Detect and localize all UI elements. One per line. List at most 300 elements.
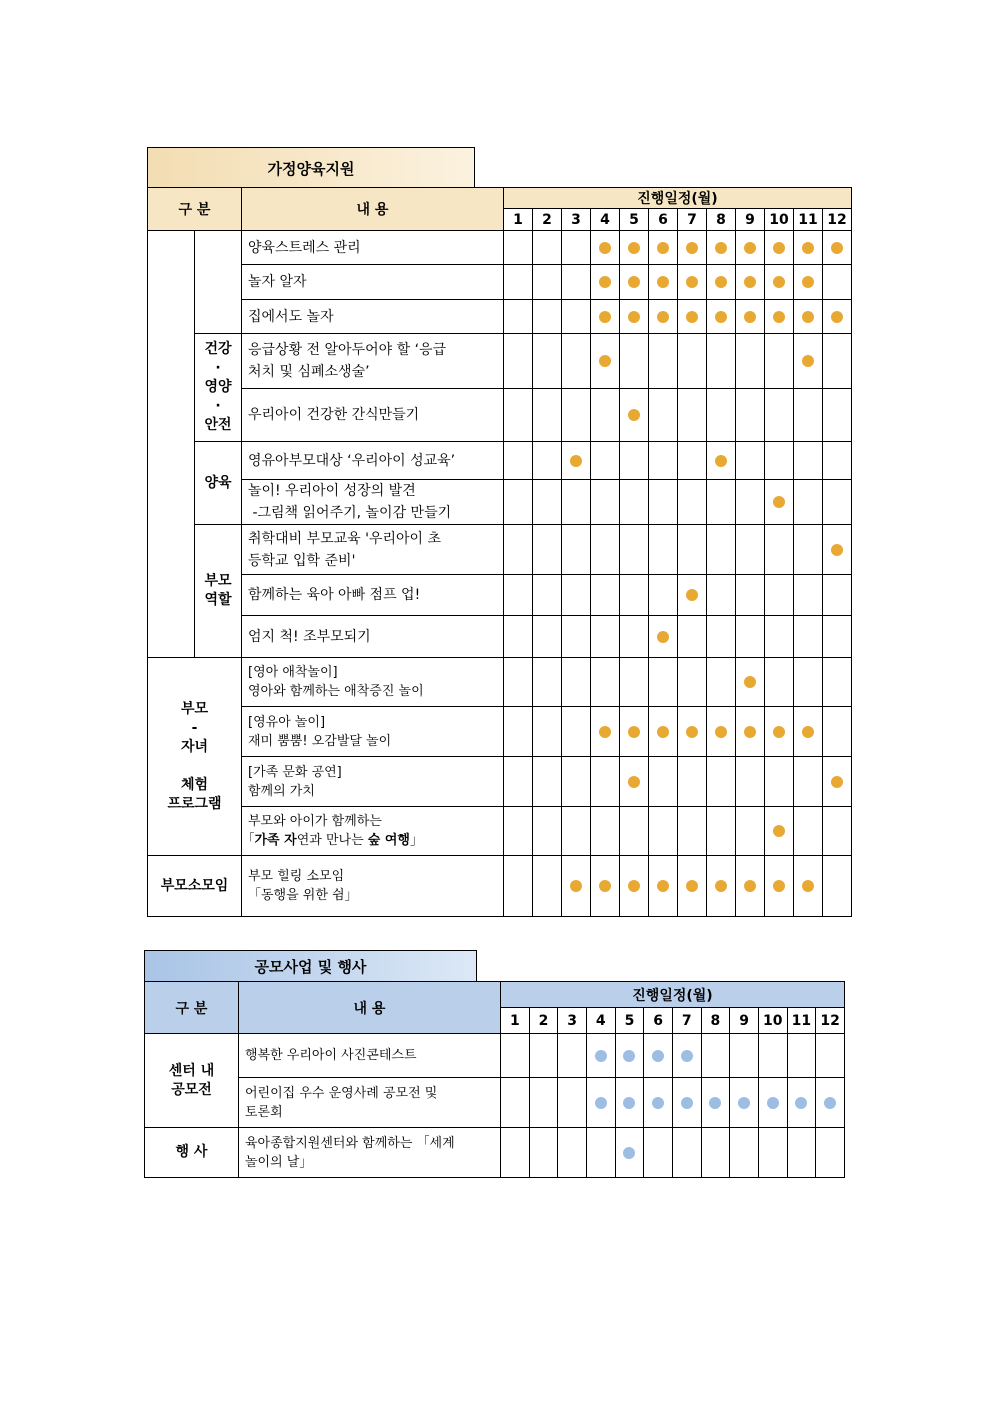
- content-line: 부모 힐링 소모임: [248, 869, 345, 884]
- month-cell: [678, 575, 707, 616]
- month-cell: [794, 616, 823, 658]
- scheduled-dot-icon: [623, 1147, 635, 1159]
- scheduled-dot-icon: [657, 880, 669, 892]
- month-cell: [736, 856, 765, 917]
- month-cell: [701, 1034, 730, 1078]
- content-cell: [242, 525, 504, 575]
- month-cell: [562, 757, 591, 807]
- month-cell: [504, 616, 533, 658]
- month-cell: [504, 757, 533, 807]
- month-cell: [529, 1078, 558, 1128]
- month-cell: [649, 480, 678, 525]
- header-schedule: 진행일정(월): [501, 982, 845, 1008]
- month-cell: [736, 334, 765, 389]
- bold-text: 숲 여행: [367, 833, 410, 848]
- content-line: 놀이의 날」: [245, 1154, 313, 1170]
- month-cell: [678, 480, 707, 525]
- bracket: ｣: [409, 833, 417, 848]
- scheduled-dot-icon: [831, 242, 843, 254]
- scheduled-dot-icon: [599, 726, 611, 738]
- month-cell: [615, 1128, 644, 1178]
- content-cell: [242, 334, 504, 389]
- month-header: 4: [586, 1008, 615, 1034]
- scheduled-dot-icon: [802, 311, 814, 323]
- month-cell: [591, 265, 620, 300]
- month-cell: [649, 707, 678, 757]
- category-health: 건강 · 영양 · 안전: [195, 334, 242, 442]
- content-cell: [242, 807, 504, 856]
- scheduled-dot-icon: [831, 544, 843, 556]
- month-cell: [533, 616, 562, 658]
- month-cell: [730, 1034, 759, 1078]
- month-cell: [794, 658, 823, 707]
- month-cell: [823, 807, 852, 856]
- month-cell: [620, 856, 649, 917]
- table-row: [148, 231, 852, 265]
- scheduled-dot-icon: [773, 242, 785, 254]
- month-cell: [591, 707, 620, 757]
- month-cell: [586, 1078, 615, 1128]
- table-row: [148, 707, 852, 757]
- scheduled-dot-icon: [802, 880, 814, 892]
- month-cell: [644, 1078, 673, 1128]
- content-cell: 영유아부모대상 ‘우리아이 성교육’: [242, 442, 504, 480]
- month-cell: [620, 658, 649, 707]
- month-cell: [620, 707, 649, 757]
- month-cell: [707, 334, 736, 389]
- month-cell: [620, 334, 649, 389]
- month-header: 8: [701, 1008, 730, 1034]
- table-row: [148, 807, 852, 856]
- table-row: [148, 856, 852, 917]
- table-row: [148, 616, 852, 658]
- month-cell: [649, 231, 678, 265]
- month-cell: [823, 658, 852, 707]
- month-cell: [678, 389, 707, 442]
- month-cell: [765, 856, 794, 917]
- content-cell: [239, 1128, 501, 1178]
- month-header: 12: [816, 1008, 845, 1034]
- month-header: 5: [620, 209, 649, 231]
- month-cell: [701, 1128, 730, 1178]
- scheduled-dot-icon: [744, 676, 756, 688]
- scheduled-dot-icon: [744, 276, 756, 288]
- content-line: 처치 및 심폐소생술’: [248, 364, 370, 380]
- month-cell: [529, 1128, 558, 1178]
- month-cell: [823, 856, 852, 917]
- scheduled-dot-icon: [628, 776, 640, 788]
- content-line: [영아 애착놀이]: [248, 665, 338, 680]
- scheduled-dot-icon: [744, 726, 756, 738]
- month-cell: [794, 480, 823, 525]
- content-cell: [242, 856, 504, 917]
- month-cell: [591, 856, 620, 917]
- month-header: 2: [529, 1008, 558, 1034]
- scheduled-dot-icon: [773, 726, 785, 738]
- month-cell: [649, 658, 678, 707]
- month-cell: [678, 616, 707, 658]
- content-line: 영아와 함께하는 애착증진 놀이: [248, 684, 424, 699]
- scheduled-dot-icon: [831, 776, 843, 788]
- scheduled-dot-icon: [715, 455, 727, 467]
- month-cell: [678, 442, 707, 480]
- scheduled-dot-icon: [802, 355, 814, 367]
- content-cell: [239, 1078, 501, 1128]
- month-cell: [591, 616, 620, 658]
- content-line: [가족 문화 공연]: [248, 764, 342, 780]
- month-cell: [823, 265, 852, 300]
- month-cell: [533, 575, 562, 616]
- scheduled-dot-icon: [599, 242, 611, 254]
- content-cell: [242, 480, 504, 525]
- month-cell: [649, 300, 678, 334]
- scheduled-dot-icon: [715, 276, 727, 288]
- month-header: 6: [649, 209, 678, 231]
- month-cell: [765, 334, 794, 389]
- month-cell: [591, 480, 620, 525]
- table-row: [148, 575, 852, 616]
- content-cell: [242, 757, 504, 807]
- month-cell: [707, 300, 736, 334]
- table-row: [145, 1034, 845, 1078]
- month-cell: [649, 807, 678, 856]
- month-cell: [794, 231, 823, 265]
- scheduled-dot-icon: [686, 589, 698, 601]
- month-cell: [533, 658, 562, 707]
- month-cell: [562, 265, 591, 300]
- month-cell: [765, 616, 794, 658]
- category-role: 부모 역할: [195, 525, 242, 658]
- header-content: 내 용: [239, 982, 501, 1034]
- month-cell: [736, 807, 765, 856]
- month-cell: [765, 231, 794, 265]
- month-cell: [736, 658, 765, 707]
- month-cell: [591, 442, 620, 480]
- month-header: 2: [533, 209, 562, 231]
- month-cell: [794, 575, 823, 616]
- content-line: 응급상황 전 알아두어야 할 ‘응급: [248, 342, 447, 358]
- scheduled-dot-icon: [657, 311, 669, 323]
- month-cell: [823, 442, 852, 480]
- month-cell: [765, 442, 794, 480]
- scheduled-dot-icon: [802, 276, 814, 288]
- month-cell: [649, 334, 678, 389]
- month-cell: [649, 856, 678, 917]
- scheduled-dot-icon: [802, 242, 814, 254]
- content-line: 취학대비 부모교육 '우리아이 초: [248, 530, 442, 547]
- scheduled-dot-icon: [595, 1097, 607, 1109]
- content-cell: [242, 707, 504, 757]
- scheduled-dot-icon: [773, 496, 785, 508]
- month-cell: [823, 757, 852, 807]
- month-cell: [678, 757, 707, 807]
- inner-category-blank: [195, 231, 242, 334]
- scheduled-dot-icon: [738, 1097, 750, 1109]
- month-cell: [562, 856, 591, 917]
- month-cell: [533, 389, 562, 442]
- month-cell: [649, 757, 678, 807]
- scheduled-dot-icon: [595, 1050, 607, 1062]
- month-cell: [794, 525, 823, 575]
- month-cell: [765, 300, 794, 334]
- month-cell: [672, 1078, 701, 1128]
- month-cell: [678, 334, 707, 389]
- month-cell: [765, 265, 794, 300]
- content-cell: [242, 658, 504, 707]
- month-cell: [678, 658, 707, 707]
- month-cell: [736, 707, 765, 757]
- content-line: 토론회: [245, 1104, 283, 1120]
- scheduled-dot-icon: [628, 242, 640, 254]
- section-title: 가정양육지원: [147, 147, 475, 188]
- month-cell: [823, 707, 852, 757]
- scheduled-dot-icon: [709, 1097, 721, 1109]
- month-cell: [586, 1034, 615, 1078]
- scheduled-dot-icon: [628, 880, 640, 892]
- month-cell: [794, 334, 823, 389]
- month-cell: [562, 707, 591, 757]
- month-cell: [591, 658, 620, 707]
- scheduled-dot-icon: [623, 1097, 635, 1109]
- month-cell: [816, 1034, 845, 1078]
- month-cell: [620, 757, 649, 807]
- month-cell: [620, 265, 649, 300]
- content-line: 놀이! 우리아이 성장의 발견: [248, 483, 416, 499]
- month-cell: [707, 231, 736, 265]
- scheduled-dot-icon: [623, 1050, 635, 1062]
- scheduled-dot-icon: [628, 276, 640, 288]
- month-cell: [816, 1128, 845, 1178]
- month-cell: [707, 265, 736, 300]
- month-cell: [562, 575, 591, 616]
- month-cell: [620, 442, 649, 480]
- content-cell: 양육스트레스 관리: [242, 231, 504, 265]
- table-row: [148, 525, 852, 575]
- scheduled-dot-icon: [657, 242, 669, 254]
- month-cell: [558, 1078, 587, 1128]
- scheduled-dot-icon: [831, 311, 843, 323]
- month-cell: [736, 480, 765, 525]
- month-cell: [787, 1128, 816, 1178]
- month-header: 10: [765, 209, 794, 231]
- scheduled-dot-icon: [657, 726, 669, 738]
- month-header: 4: [591, 209, 620, 231]
- month-cell: [620, 300, 649, 334]
- month-cell: [758, 1128, 787, 1178]
- month-header: 1: [504, 209, 533, 231]
- month-header: 6: [644, 1008, 673, 1034]
- scheduled-dot-icon: [599, 355, 611, 367]
- month-cell: [823, 389, 852, 442]
- content-line: -그림책 읽어주기, 놀이감 만들기: [248, 505, 452, 521]
- table-row: [148, 334, 852, 389]
- month-cell: [562, 389, 591, 442]
- month-cell: [823, 480, 852, 525]
- scheduled-dot-icon: [715, 880, 727, 892]
- content-cell: 집에서도 놀자: [242, 300, 504, 334]
- month-cell: [765, 480, 794, 525]
- month-cell: [678, 707, 707, 757]
- scheduled-dot-icon: [686, 276, 698, 288]
- month-cell: [504, 334, 533, 389]
- header-category: 구 분: [145, 982, 239, 1034]
- month-cell: [794, 389, 823, 442]
- month-cell: [533, 231, 562, 265]
- month-cell: [586, 1128, 615, 1178]
- month-header: 7: [678, 209, 707, 231]
- scheduled-dot-icon: [681, 1050, 693, 1062]
- content-cell: 엄지 척! 조부모되기: [242, 616, 504, 658]
- scheduled-dot-icon: [773, 880, 785, 892]
- month-cell: [533, 442, 562, 480]
- month-cell: [730, 1128, 759, 1178]
- category-contest: 센터 내 공모전: [145, 1034, 239, 1128]
- scheduled-dot-icon: [628, 409, 640, 421]
- month-header: 9: [730, 1008, 759, 1034]
- month-cell: [649, 525, 678, 575]
- month-cell: [823, 575, 852, 616]
- scheduled-dot-icon: [715, 311, 727, 323]
- category-experience: 부모 - 자녀 체험 프로그램: [148, 658, 242, 856]
- month-cell: [504, 480, 533, 525]
- month-cell: [562, 334, 591, 389]
- month-header: 9: [736, 209, 765, 231]
- month-cell: [736, 265, 765, 300]
- table-row: [148, 442, 852, 480]
- category-parenting: 양육: [195, 442, 242, 525]
- month-cell: [736, 616, 765, 658]
- scheduled-dot-icon: [657, 276, 669, 288]
- month-cell: [758, 1078, 787, 1128]
- month-cell: [678, 265, 707, 300]
- schedule-table: [147, 187, 852, 917]
- month-cell: [823, 616, 852, 658]
- month-cell: [533, 265, 562, 300]
- scheduled-dot-icon: [824, 1097, 836, 1109]
- scheduled-dot-icon: [628, 726, 640, 738]
- table-row: [148, 658, 852, 707]
- month-cell: [765, 575, 794, 616]
- table-row: [145, 1128, 845, 1178]
- month-header: 12: [823, 209, 852, 231]
- month-cell: [794, 707, 823, 757]
- content-cell: 행복한 우리아이 사진콘테스트: [239, 1034, 501, 1078]
- month-cell: [504, 265, 533, 300]
- scheduled-dot-icon: [802, 726, 814, 738]
- month-cell: [707, 389, 736, 442]
- scheduled-dot-icon: [686, 726, 698, 738]
- month-cell: [620, 575, 649, 616]
- month-header: 11: [794, 209, 823, 231]
- month-cell: [736, 575, 765, 616]
- content-line: 「동행을 위한 쉼」: [248, 888, 358, 903]
- month-cell: [816, 1078, 845, 1128]
- month-cell: [533, 334, 562, 389]
- section-title: 공모사업 및 행사: [144, 950, 477, 982]
- month-cell: [504, 658, 533, 707]
- scheduled-dot-icon: [773, 276, 785, 288]
- table-row: [148, 480, 852, 525]
- month-cell: [644, 1128, 673, 1178]
- month-cell: [787, 1034, 816, 1078]
- month-cell: [501, 1128, 530, 1178]
- month-cell: [678, 856, 707, 917]
- scheduled-dot-icon: [570, 455, 582, 467]
- content-line: 어린이집 우수 운영사례 공모전 및: [245, 1085, 438, 1101]
- month-cell: [504, 707, 533, 757]
- content-line: 부모와 아이가 함께하는: [248, 814, 382, 829]
- month-cell: [644, 1034, 673, 1078]
- month-cell: [562, 231, 591, 265]
- month-cell: [533, 480, 562, 525]
- month-cell: [678, 300, 707, 334]
- month-cell: [533, 300, 562, 334]
- month-cell: [758, 1034, 787, 1078]
- month-header: 10: [758, 1008, 787, 1034]
- scheduled-dot-icon: [686, 880, 698, 892]
- month-cell: [620, 389, 649, 442]
- month-cell: [736, 389, 765, 442]
- month-cell: [615, 1034, 644, 1078]
- month-cell: [794, 265, 823, 300]
- month-cell: [736, 231, 765, 265]
- scheduled-dot-icon: [795, 1097, 807, 1109]
- month-cell: [649, 265, 678, 300]
- month-cell: [736, 300, 765, 334]
- scheduled-dot-icon: [715, 242, 727, 254]
- month-cell: [794, 757, 823, 807]
- month-cell: [529, 1034, 558, 1078]
- month-cell: [591, 300, 620, 334]
- scheduled-dot-icon: [599, 276, 611, 288]
- month-cell: [562, 442, 591, 480]
- month-cell: [672, 1034, 701, 1078]
- month-cell: [591, 575, 620, 616]
- month-cell: [620, 525, 649, 575]
- month-header: 8: [707, 209, 736, 231]
- month-cell: [707, 442, 736, 480]
- month-cell: [558, 1034, 587, 1078]
- month-cell: [672, 1128, 701, 1178]
- content-line: 육아종합지원센터와 함께하는 「세계: [245, 1135, 455, 1151]
- month-cell: [533, 856, 562, 917]
- month-cell: [591, 389, 620, 442]
- month-cell: [562, 480, 591, 525]
- month-cell: [730, 1078, 759, 1128]
- scheduled-dot-icon: [744, 242, 756, 254]
- month-cell: [620, 807, 649, 856]
- month-cell: [707, 757, 736, 807]
- month-cell: [707, 856, 736, 917]
- month-cell: [591, 334, 620, 389]
- month-cell: [823, 231, 852, 265]
- bold-text: 가족 자: [254, 833, 297, 848]
- month-cell: [533, 525, 562, 575]
- scheduled-dot-icon: [599, 311, 611, 323]
- month-cell: [504, 442, 533, 480]
- month-cell: [649, 616, 678, 658]
- month-cell: [620, 480, 649, 525]
- month-cell: [707, 480, 736, 525]
- month-cell: [504, 300, 533, 334]
- month-cell: [504, 231, 533, 265]
- content-line: 등학교 입학 준비': [248, 552, 356, 569]
- scheduled-dot-icon: [652, 1097, 664, 1109]
- table-row: [145, 1078, 845, 1128]
- bracket: ｢: [248, 833, 255, 848]
- content-cell: 우리아이 건강한 간식만들기: [242, 389, 504, 442]
- table-row: [148, 757, 852, 807]
